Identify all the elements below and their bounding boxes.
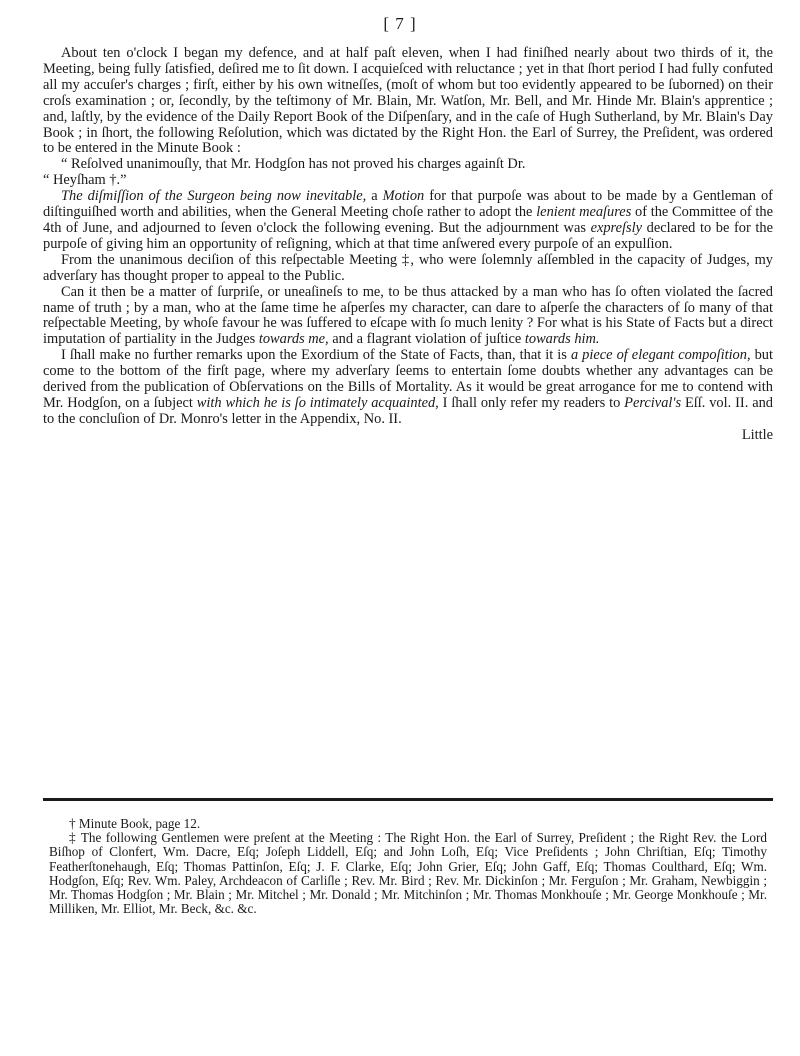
text-run: declared to be for the purpoſe of giving him an opportunity of reſigning, which at that time anſwered every purpoſe of an expulſion. [43, 219, 774, 252]
italic-phrase: expreſsly [590, 219, 642, 236]
footnotes [49, 817, 767, 916]
paragraph-defence: About ten o'clock I began my defence, and at half paſt eleven, when I had finiſhed nearly about two thirds of it, the Meeting, being fully ſatisfied, deſired me to ſit down. I acquieſced with reluctance ; yet in that ſhort period I had fully confuted all my accuſer's charges ; firſt, either by his own witneſſes, (moſt of whom but too evidently appeared to be ſuborned) on their croſs examination ; or, ſecondly, by the teſtimony of Mr. Blain, Mr. Watſon, Mr. Bell, and Mr. Hinde Mr. Blain's apprentice ; and, laſtly, by the evidence of the Daily Report Book of the Diſpenſary, and in the caſe of Hugh Sutherland, by Mr. Blain's Day Book ; in ſhort, the following Reſolution, which was dictated by the Right Hon. the Earl of Surrey, the Preſident, was ordered to be entered in the Minute Book : [43, 45, 773, 157]
text-run: Can it then be a matter of ſurpriſe, or uneaſineſs to me, to be thus attacked by a man who has ſo often violated the ſacred name of truth ; by a man, who at the ſame time he aſperſes my character, can dare to aſperſe the characters of ſo many of that reſpectable Meeting, by whoſe favour he was ſuffered to eſcape with ſo much lenity ? For what is his State of Facts but a direct imputation of partiality in the Judges [43, 283, 773, 348]
text-run: but come to the bottom of the firſt page, where my adverſary ſeems to entertain ſome doubts whether any advantages can be derived from the publication of Obſervations on the Bills of Mortality. As it would be great arrogance for me to contend with Mr. Hodgſon, on a ſubject [43, 347, 773, 411]
italic-phrase: lenient meaſures [536, 204, 632, 221]
italic-phrase: The diſmiſſion of the Surgeon being now inevitable, [61, 188, 367, 205]
body-text [43, 46, 773, 444]
page-number: [ 7 ] [383, 14, 417, 33]
italic-phrase: with which he is ſo intimately acquainted, [196, 394, 439, 411]
paragraph-dismission [43, 189, 773, 253]
paragraph-surprise [43, 285, 773, 349]
text-run: I ſhall only refer my readers to [438, 394, 625, 411]
paragraph-remarks [43, 348, 773, 428]
text-run: for that purpoſe was about to be made by a Gentleman of diſtinguiſhed worth and abilities, when the General Meeting choſe rather to adopt the [43, 188, 773, 221]
text-run: I ſhall make no further remarks upon the Exordium of the State of Facts, than, that it is [61, 347, 571, 364]
italic-phrase: towards him. [524, 331, 600, 348]
text-run: a [366, 188, 383, 205]
text-run: and a flagrant violation of juſtice [328, 331, 525, 348]
footnote-minute-book: † Minute Book, page 12. [69, 816, 201, 831]
italic-phrase: a piece of elegant compoſition, [570, 347, 751, 364]
text-run: of the Committee of the 4th of June, and adjourned to ſeven o'clock the following evening. But the adjournment was [43, 204, 774, 236]
footnote-rule [43, 798, 773, 801]
footnote-gentlemen-present: ‡ The following Gentlemen were preſent at the Meeting : The Right Hon. the Earl of Surrey, Preſident ; the Right Rev. the Lord Biſhop of Clonfert, Wm. Dacre, Eſq; Joſeph Liddell, Eſq; and John Loſh, Eſq; Vice Preſidents ; John Chriſtian, Eſq; Timothy Featherſtonehaugh, Eſq; Thomas Pattinſon, Eſq; J. F. Clarke, Eſq; John Grier, Eſq; John Gaff, Eſq; Thomas Coulthard, Eſq; Wm. Hodgſon, Eſq; Rev. Wm. Paley, Archdeacon of Carliſle ; Rev. Mr. Bird ; Rev. Mr. Dickinſon ; Mr. Ferguſon ; Mr. Graham, Newbiggin ; Mr. Thomas Hodgſon ; Mr. Blain ; Mr. Mitchel ; Mr. Donald ; Mr. Mitchinſon ; Mr. Thomas Monkhouſe ; Mr. George Monkhouſe ; Mr. Milliken, Mr. Elliot, Mr. Beck, &c. &c. [49, 830, 767, 917]
paragraph-appeal: From the unanimous deciſion of this reſpectable Meeting ‡, who were ſolemnly aſſembled in the capacity of Judges, my adverſary has thought proper to appeal to the Public. [43, 251, 773, 284]
resolution-line-1: “ Reſolved unanimouſly, that Mr. Hodgſon has not proved his charges againſt Dr. [61, 156, 526, 173]
catchword: Little [741, 426, 773, 443]
resolution-line-2: “ Heyſham †.” [43, 172, 127, 189]
italic-phrase: towards me, [258, 331, 329, 348]
text-run: Eſſ. vol. II. and to the concluſion of Dr. Monro's letter in the Appendix, No. II. [43, 394, 773, 427]
italic-phrase: Percival's [624, 394, 682, 411]
italic-phrase: Motion [382, 188, 425, 205]
